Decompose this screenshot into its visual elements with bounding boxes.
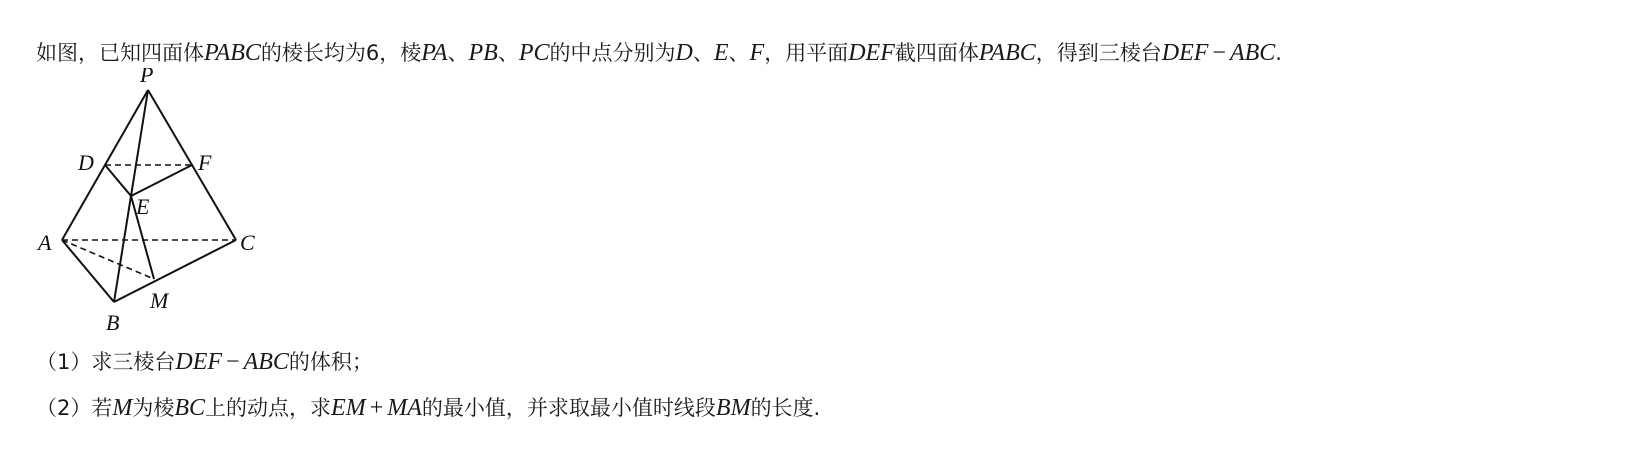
math-e: E [713,40,729,66]
q2-text-4: 的最小值，并求取最小值时线段 [421,396,716,420]
label-p: P [140,68,154,87]
period: . [1275,41,1282,65]
math-f: F [749,40,765,66]
label-f: F [198,150,212,175]
edge-ef [131,165,192,196]
label-m: M [150,288,169,313]
math-pabc: PABC [204,40,261,66]
math-ma: MA [387,395,422,421]
label-c: C [240,230,255,255]
math-def: DEF [1161,40,1209,66]
math-bc: BC [174,395,206,421]
separator: 、 [692,41,714,65]
q2-text-3: 上的动点，求 [205,396,332,420]
plus-operator: + [369,395,384,421]
math-def: DEF [848,40,895,66]
intro-text-3: 的中点分别为 [549,41,676,65]
minus-operator: − [226,349,240,375]
problem-intro [36,38,1282,68]
intro-text-5: 截四面体 [894,41,979,65]
math-pa: PA [421,40,448,66]
q2-text-5: 的长度. [750,396,821,420]
math-bm: BM [715,395,751,421]
question-number: （1） [36,350,92,374]
question-2 [36,393,820,423]
question-1 [36,347,373,377]
label-b: B [106,310,120,335]
q1-text-1: 求三棱台 [91,350,176,374]
label-d: D [78,150,94,175]
intro-text-6: ，得到三棱台 [1035,41,1162,65]
intro-text-2: 的棱长均为6，棱 [260,41,422,65]
label-a: A [38,230,52,255]
math-abc: ABC [1229,40,1276,66]
q1-text-2: 的体积； [288,350,373,374]
q2-text-1: 若 [91,396,113,420]
intro-text-1: 如图，已知四面体 [36,41,204,65]
math-pc: PC [518,40,550,66]
question-number: （2） [36,396,92,420]
edge-de [105,165,131,196]
math-em: EM [331,395,366,421]
math-def: DEF [175,349,223,375]
math-d: D [675,40,693,66]
math-pb: PB [468,40,498,66]
separator: 、 [447,41,469,65]
segment-am-hidden [62,240,154,279]
math-abc: ABC [243,349,289,375]
edge-ab [62,240,114,302]
tetrahedron-figure [30,68,270,338]
intro-text-4: ，用平面 [764,41,849,65]
math-pabc: PABC [978,40,1036,66]
minus-operator: − [1212,40,1226,66]
math-m: M [112,395,133,421]
label-e: E [136,194,150,219]
q2-text-2: 为棱 [132,396,175,420]
separator: 、 [497,41,519,65]
edge-bc [114,240,236,302]
separator: 、 [728,41,750,65]
